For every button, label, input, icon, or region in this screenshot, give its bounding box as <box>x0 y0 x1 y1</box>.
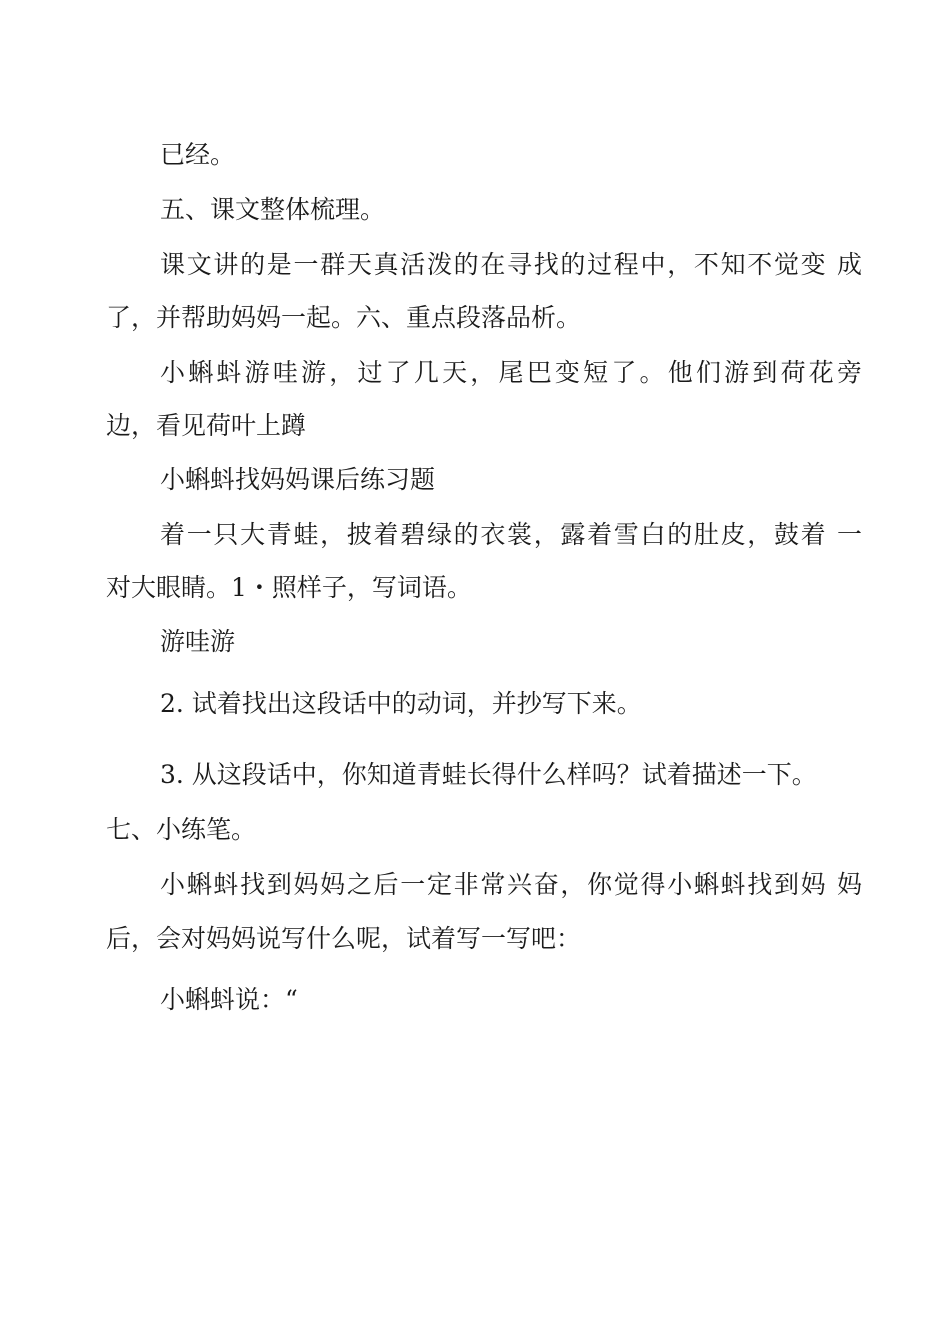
text-line: 小蝌蚪说：“ <box>160 985 298 1014</box>
text-line: 课文讲的是一群天真活泼的在寻找的过程中，不知不觉变 成 <box>160 250 862 279</box>
text-line: 小蝌蚪游哇游，过了几天，尾巴变短了。他们游到荷花旁 <box>160 358 862 387</box>
text-line: 小蝌蚪找到妈妈之后一定非常兴奋，你觉得小蝌蚪找到妈 妈 <box>160 870 862 899</box>
text-line: 游哇游 <box>160 627 236 656</box>
text-line: 边，看见荷叶上蹲 <box>106 411 307 440</box>
text-line: 对大眼睛。1・照样子，写词语。 <box>106 573 472 602</box>
text-line: 了，并帮助妈妈一起。六、重点段落品析。 <box>106 303 582 332</box>
exercise-title: 小蝌蚪找妈妈课后练习题 <box>160 465 436 494</box>
section-heading: 五、课文整体梳理。 <box>160 195 386 224</box>
text-line: 已经。 <box>160 140 236 169</box>
exercise-item: 3. 从这段话中，你知道青蛙长得什么样吗？试着描述一下。 <box>160 760 817 789</box>
exercise-item: 2. 试着找出这段话中的动词，并抄写下来。 <box>160 689 642 718</box>
text-line: 后，会对妈妈说写什么呢，试着写一写吧： <box>106 924 582 953</box>
section-heading: 七、小练笔。 <box>106 815 257 844</box>
text-line: 着一只大青蛙，披着碧绿的衣裳，露着雪白的肚皮，鼓着 一 <box>160 520 862 549</box>
